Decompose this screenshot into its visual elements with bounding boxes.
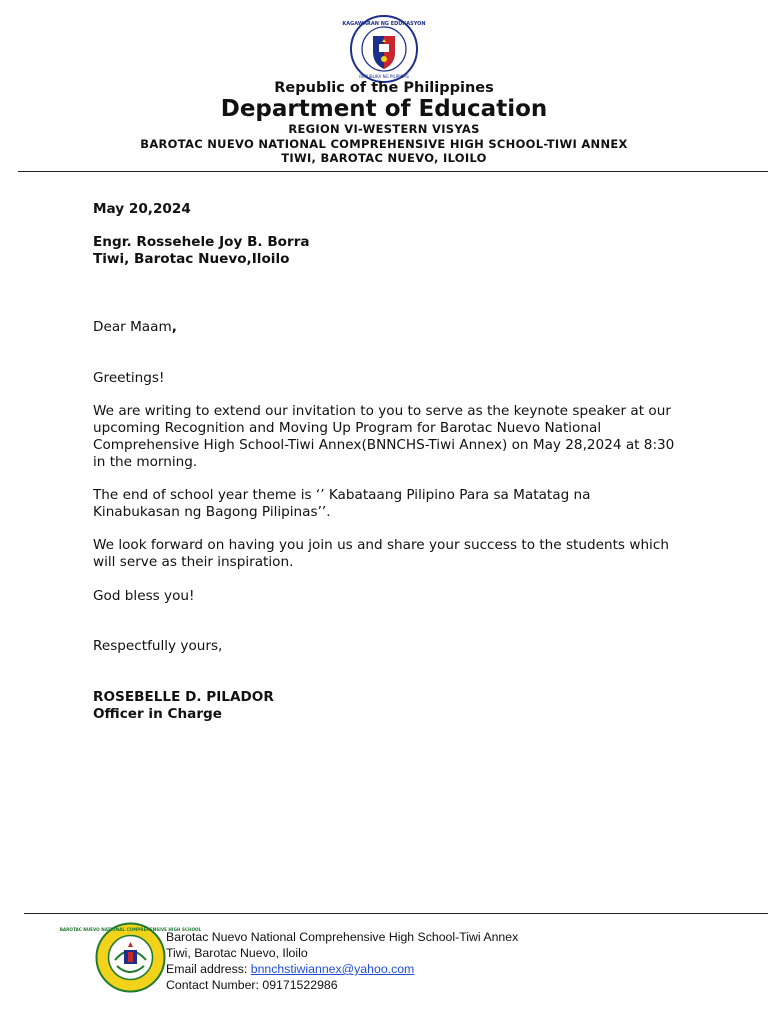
header-republic: Republic of the Philippines	[274, 80, 494, 96]
svg-text:KAGAWARAN NG EDUKASYON: KAGAWARAN NG EDUKASYON	[342, 21, 426, 27]
footer-school: Barotac Nuevo National Comprehensive High School-Tiwi Annex	[166, 930, 519, 944]
paragraph-theme: The end of school year theme is ‘’ Kabataang Pilipino Para sa Matatag na Kinabukasan ng Bagong Pilipinas’’.	[93, 487, 591, 520]
deped-seal	[342, 14, 426, 84]
letter-date: May 20,2024	[93, 201, 191, 217]
header-department: Department of Education	[220, 96, 548, 122]
footer-contact: Contact Number: 09171522986	[166, 978, 338, 992]
footer-email-label: Email address:	[166, 962, 251, 976]
salutation	[93, 319, 693, 336]
header-address: TIWI, BAROTAC NUEVO, ILOILO	[281, 151, 487, 165]
footer-contact-block	[166, 929, 518, 993]
footer-address: Tiwi, Barotac Nuevo, Iloilo	[166, 946, 308, 960]
recipient-name: Engr. Rossehele Joy B. Borra	[93, 234, 310, 250]
deped-seal-icon	[342, 14, 426, 84]
header-divider	[18, 171, 768, 172]
svg-text:REPUBLIKA NG PILIPINAS: REPUBLIKA NG PILIPINAS	[359, 74, 409, 79]
salutation-text: Dear Maam	[93, 319, 172, 335]
greeting: Greetings!	[93, 370, 165, 386]
header-region: REGION VI-WESTERN VISYAS	[288, 122, 480, 136]
closing: Respectfully yours,	[93, 638, 223, 654]
paragraph-closing-note: We look forward on having you join us and share your success to the students which will serve as their inspiration.	[93, 537, 669, 570]
signatory-title: Officer in Charge	[93, 706, 222, 722]
footer-email-line	[166, 961, 518, 977]
salutation-punct: ,	[171, 319, 177, 335]
svg-text:BAROTAC NUEVO NATIONAL COMPREH: BAROTAC NUEVO NATIONAL COMPREHENSIVE HIGH SCHOOL	[59, 927, 202, 932]
school-seal	[59, 922, 202, 993]
footer-email-link[interactable]: bnnchstiwiannex@yahoo.com	[250, 962, 415, 976]
footer-divider	[24, 913, 768, 914]
blessing: God bless you!	[93, 588, 195, 604]
header-school: BAROTAC NUEVO NATIONAL COMPREHENSIVE HIGH SCHOOL-TIWI ANNEX	[140, 137, 628, 151]
paragraph-invitation: We are writing to extend our invitation to you to serve as the keynote speaker at our upcoming Recognition and Moving Up Program for Barotac Nuevo National Comprehensive High School-Tiwi Annex(BNNCHS-Tiwi Annex) on May 28,2024 at 8:30 in the morning.	[93, 403, 675, 470]
signatory-name: ROSEBELLE D. PILADOR	[93, 689, 274, 705]
recipient-address: Tiwi, Barotac Nuevo,Iloilo	[93, 251, 290, 267]
school-seal-icon	[59, 922, 202, 993]
